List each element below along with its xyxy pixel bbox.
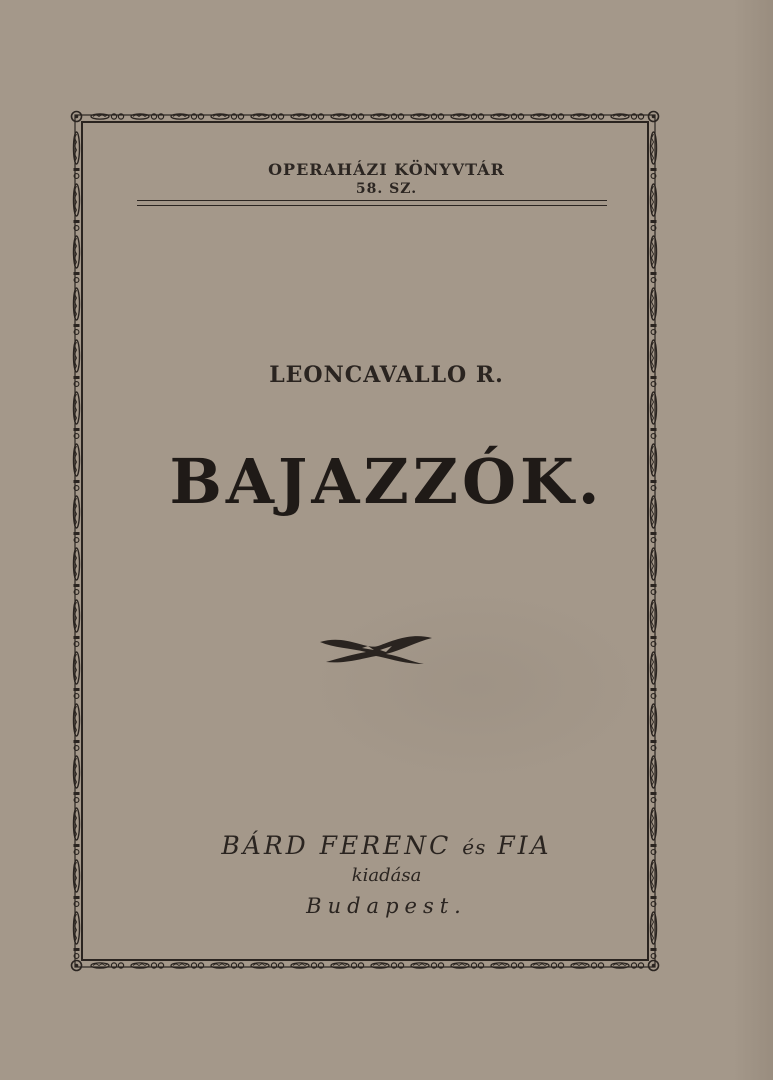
publisher-city: Budapest. <box>306 894 467 918</box>
header-rule <box>137 200 607 206</box>
series-number: 58. SZ. <box>355 181 418 197</box>
publisher-name-line <box>0 830 773 863</box>
winged-fleuron-icon <box>316 628 436 672</box>
publisher-block <box>0 830 773 923</box>
series-header <box>0 160 773 198</box>
publisher-name: BÁRD FERENC <box>221 831 452 860</box>
author-name: LEONCAVALLO R. <box>269 362 504 388</box>
publisher-imprint: kiadása <box>351 865 422 886</box>
book-title: BAJAZZÓK. <box>169 445 604 518</box>
publisher-conjunction: és <box>462 835 487 859</box>
series-title: OPERAHÁZI KÖNYVTÁR <box>268 160 505 179</box>
publisher-suffix: FIA <box>497 831 552 860</box>
